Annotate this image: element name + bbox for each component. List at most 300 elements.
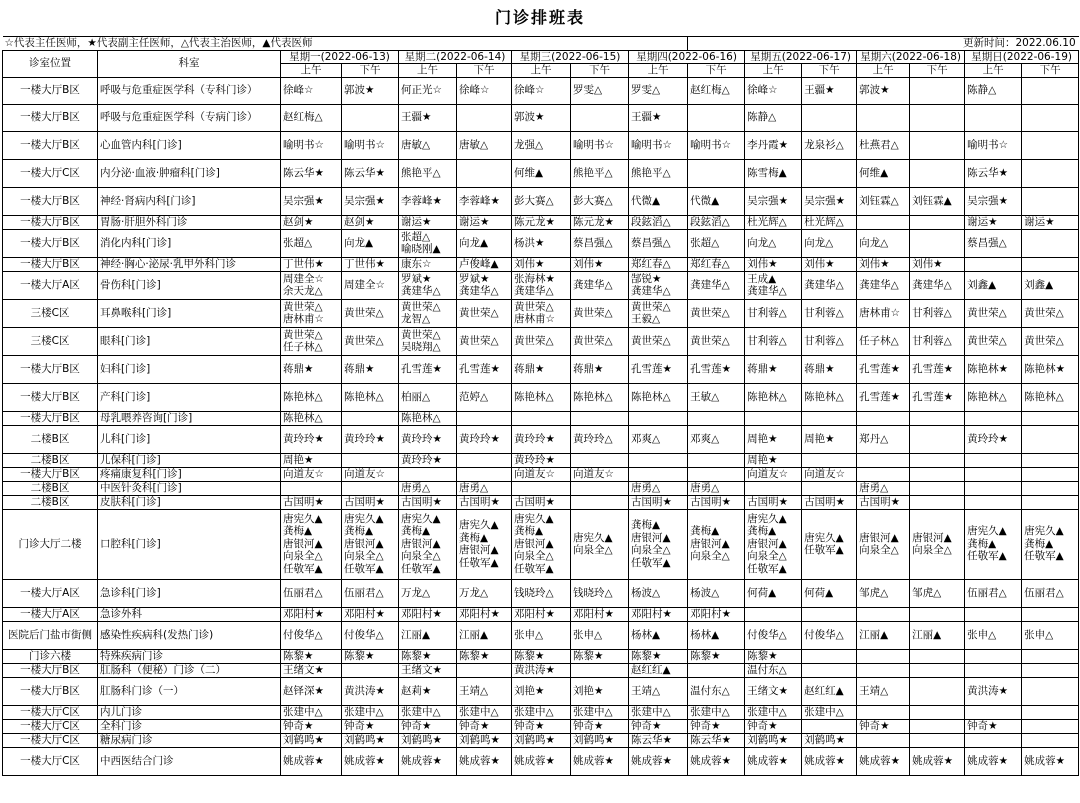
doctor-name: 唐林甫☆ [859,306,901,319]
doctor-name: 甘利蓉△ [804,306,844,319]
doctor-name: 喻明书☆ [967,138,1009,151]
doctor-name: 甘利蓉△ [747,334,787,347]
header-afternoon: 下午 [802,64,857,78]
doctor-cell [342,607,399,621]
doctor-cell [857,607,910,621]
doctor-cell [629,733,688,747]
doctor-cell [965,104,1022,131]
doctor-name: 向道友☆ [283,467,324,480]
doctor-cell [1022,621,1079,649]
doctor-name: 唐勇△ [401,481,431,494]
doctor-cell [281,509,342,579]
doctor-name: 黄世荣△ [631,334,671,347]
doctor-name: 唐宪久▲ [804,531,844,544]
doctor-name: 邓阳村★ [344,607,385,620]
doctor-name: 唐银河▲ [344,537,384,550]
doctor-name: 孔雪莲★ [690,362,732,375]
doctor-cell [802,257,857,271]
doctor-name: 刘鑫▲ [967,278,997,291]
doctor-cell [629,229,688,257]
doctor-cell [399,467,457,481]
doctor-name: 钟奇★ [967,719,998,732]
doctor-name: 徐峰☆ [459,84,490,97]
doctor-cell [965,159,1022,187]
doctor-cell [281,257,342,271]
doctor-cell [857,257,910,271]
doctor-cell [629,299,688,327]
doctor-cell [688,271,745,299]
doctor-cell [629,677,688,705]
doctor-name: 黄玲玲★ [514,432,555,445]
doctor-cell [281,383,342,411]
doctor-name: 代微▲ [690,194,720,207]
doctor-cell [1022,579,1079,607]
doctor-cell [512,229,571,257]
doctor-cell [745,271,802,299]
doctor-cell [512,579,571,607]
doctor-cell [965,663,1022,677]
doctor-cell [802,481,857,495]
doctor-name: 向泉全△ [401,550,441,563]
doctor-cell [745,733,802,747]
doctor-cell [399,425,457,453]
doctor-name: 郑红春△ [690,257,730,270]
doctor-cell [342,747,399,775]
doctor-name: 王成▲ [747,272,777,285]
doctor-name: 任敬军▲ [344,562,384,575]
doctor-cell [745,495,802,509]
doctor-cell [457,215,512,229]
doctor-cell [571,509,629,579]
doctor-cell [802,131,857,159]
doctor-cell [342,453,399,467]
doctor-name: 赵红梅△ [690,84,730,97]
doctor-name: 丁世伟★ [344,257,385,270]
doctor-cell [802,649,857,663]
doctor-cell [342,425,399,453]
department: 急诊科[门诊] [98,579,281,607]
doctor-name: 黄世荣△ [690,334,730,347]
doctor-cell [802,327,857,355]
doctor-name: 甘利蓉△ [912,306,952,319]
table-row [3,495,1079,509]
doctor-name: 黄世荣△ [1024,334,1064,347]
doctor-cell [512,215,571,229]
doctor-cell [1022,425,1079,453]
doctor-name: 龚建华△ [912,278,952,291]
doctor-name: 向泉全△ [631,544,671,556]
doctor-name: 古国明★ [459,495,500,508]
doctor-cell [745,77,802,104]
doctor-name: 唐宪久▲ [283,512,323,525]
doctor-name: 向泉全△ [859,544,899,556]
doctor-name: 龚建华△ [459,285,499,297]
doctor-name: 唐宪久▲ [514,512,554,525]
doctor-name: 王靖△ [631,684,661,697]
doctor-cell [571,271,629,299]
doctor-cell [629,747,688,775]
doctor-cell [965,677,1022,705]
doctor-cell [399,495,457,509]
doctor-name: 唐宪久▲ [459,519,499,531]
doctor-name: 甘利蓉△ [912,334,952,347]
room-location: 一楼大厅B区 [3,77,98,104]
doctor-name: 伍丽君△ [967,586,1007,599]
doctor-cell [910,719,965,733]
doctor-cell [1022,411,1079,425]
doctor-cell [457,77,512,104]
doctor-name: 唐银河▲ [631,531,671,544]
doctor-cell [688,509,745,579]
doctor-name: 龙强△ [514,138,544,151]
doctor-name: 龚梅▲ [747,525,777,538]
doctor-cell [281,104,342,131]
doctor-cell [1022,453,1079,467]
doctor-cell [857,271,910,299]
doctor-name: 王疆★ [631,111,662,124]
doctor-name: 陈艳林△ [283,390,323,403]
doctor-cell [457,131,512,159]
doctor-name: 唐银河▲ [514,537,554,550]
doctor-cell [399,453,457,467]
doctor-name: 刘鹤鸣★ [401,733,442,746]
doctor-cell [857,467,910,481]
doctor-cell [281,481,342,495]
doctor-cell [342,104,399,131]
doctor-cell [281,579,342,607]
table-row [3,719,1079,733]
doctor-cell [857,187,910,215]
header-day: 星期六(2022-06-18) [857,50,965,64]
doctor-cell [1022,677,1079,705]
doctor-name: 万龙△ [401,586,431,599]
doctor-name: 黄洪涛★ [967,684,1009,697]
doctor-cell [965,509,1022,579]
doctor-name: 陈黎★ [631,649,662,662]
doctor-name: 龚建华△ [859,278,899,291]
doctor-cell [399,77,457,104]
doctor-name: 唐银河▲ [459,544,499,556]
doctor-name: 龚建华△ [514,285,554,297]
header-morning: 上午 [399,64,457,78]
doctor-name: 喻明书☆ [690,138,732,151]
doctor-cell [571,229,629,257]
doctor-name: 张海林★ [514,272,555,285]
doctor-name: 刘鹤鸣★ [804,733,846,746]
doctor-name: 唐宪久▲ [967,525,1007,538]
doctor-name: 陈黎★ [747,649,778,662]
doctor-cell [342,579,399,607]
doctor-name: 陈元龙★ [514,215,555,228]
header-department: 科室 [98,50,281,77]
doctor-cell [745,663,802,677]
doctor-cell [688,187,745,215]
doctor-cell [512,453,571,467]
doctor-cell [399,649,457,663]
doctor-cell [965,481,1022,495]
doctor-name: 姚成蓉★ [1024,754,1066,767]
doctor-cell [1022,327,1079,355]
doctor-cell [688,607,745,621]
doctor-name: 罗斌★ [401,272,432,285]
doctor-name: 熊艳平△ [573,166,613,179]
doctor-cell [342,495,399,509]
doctor-cell [281,621,342,649]
doctor-cell [745,383,802,411]
doctor-cell [571,327,629,355]
doctor-name: 张建中△ [344,705,384,718]
doctor-cell [1022,495,1079,509]
department: 全科门诊 [98,719,281,733]
table-row [3,383,1079,411]
table-row [3,649,1079,663]
doctor-cell [1022,509,1079,579]
doctor-name: 邓爽△ [631,432,661,445]
doctor-cell [1022,187,1079,215]
doctor-name: 杜燕君△ [859,138,899,151]
doctor-name: 唐敏△ [401,138,431,151]
doctor-name: 唐林甫☆ [283,313,324,325]
doctor-cell [857,733,910,747]
table-row [3,215,1079,229]
doctor-name: 何维▲ [514,166,544,179]
doctor-cell [965,747,1022,775]
doctor-cell [571,77,629,104]
doctor-name: 向泉全△ [344,550,384,563]
doctor-name: 唐宪久▲ [573,531,613,544]
doctor-name: 陈黎★ [283,649,314,662]
doctor-cell [688,257,745,271]
doctor-name: 杨波△ [690,586,720,599]
doctor-name: 黄世荣△ [573,306,613,319]
department: 心血管内科[门诊] [98,131,281,159]
header-morning: 上午 [629,64,688,78]
doctor-cell [688,131,745,159]
doctor-name: 刘鹤鸣★ [283,733,324,746]
doctor-cell [399,411,457,425]
doctor-name: 邓阳村★ [401,607,442,620]
doctor-name: 唐银河▲ [690,537,730,550]
doctor-name: 万龙△ [459,586,489,599]
doctor-name: 邹虎△ [912,586,942,599]
doctor-name: 余天龙△ [283,285,323,297]
doctor-cell [571,425,629,453]
doctor-name: 钱晓玲△ [573,586,613,599]
doctor-name: 赵红红▲ [631,663,671,676]
doctor-name: 何维▲ [859,166,889,179]
header-afternoon: 下午 [910,64,965,78]
doctor-cell [629,215,688,229]
doctor-cell [399,355,457,383]
doctor-name: 郭波★ [514,111,545,124]
doctor-name: 孔雪莲★ [912,362,954,375]
table-row [3,509,1079,579]
doctor-name: 张超△ [283,236,313,249]
doctor-cell [910,705,965,719]
doctor-cell [910,131,965,159]
doctor-cell [342,411,399,425]
room-location: 二楼B区 [3,495,98,509]
doctor-cell [745,425,802,453]
doctor-name: 甘利蓉△ [804,334,844,347]
doctor-cell [745,411,802,425]
schedule-table [2,36,1079,776]
room-location: 一楼大厅B区 [3,355,98,383]
doctor-name: 黄世荣△ [283,300,323,313]
doctor-name: 陈黎★ [459,649,490,662]
doctor-cell [910,215,965,229]
header-day: 星期四(2022-06-16) [629,50,745,64]
doctor-cell [965,495,1022,509]
doctor-name: 王敏△ [690,390,720,403]
doctor-name: 张超△ [401,230,431,243]
doctor-name: 古国明★ [283,495,324,508]
doctor-name: 任敬军▲ [1024,550,1064,563]
header-afternoon: 下午 [688,64,745,78]
doctor-name: 姚成蓉★ [573,754,614,767]
doctor-cell [1022,383,1079,411]
doctor-name: 刘鹤鸣★ [573,733,614,746]
doctor-cell [457,733,512,747]
doctor-name: 向泉全△ [747,550,787,563]
doctor-cell [571,215,629,229]
doctor-name: 黄世荣△ [514,300,554,313]
doctor-name: 郑丹△ [859,432,889,445]
doctor-name: 罗斌★ [459,272,490,285]
department: 儿科[门诊] [98,425,281,453]
doctor-cell [1022,467,1079,481]
doctor-cell [629,383,688,411]
table-row [3,131,1079,159]
doctor-name: 刘艳★ [573,684,604,697]
room-location: 一楼大厅C区 [3,747,98,775]
doctor-name: 刘伟★ [514,257,545,270]
doctor-name: 郜锐★ [631,272,662,285]
doctor-cell [802,467,857,481]
doctor-cell [629,159,688,187]
doctor-cell [1022,215,1079,229]
doctor-cell [512,77,571,104]
doctor-cell [965,733,1022,747]
doctor-cell [457,257,512,271]
doctor-name: 姚成蓉★ [747,754,789,767]
doctor-cell [688,621,745,649]
room-location: 一楼大厅C区 [3,719,98,733]
doctor-cell [745,467,802,481]
doctor-cell [571,607,629,621]
doctor-cell [802,677,857,705]
doctor-cell [745,747,802,775]
doctor-name: 丁世伟★ [283,257,324,270]
department: 耳鼻喉科[门诊] [98,299,281,327]
doctor-cell [910,747,965,775]
doctor-cell [342,621,399,649]
doctor-name: 孔雪莲★ [401,362,442,375]
doctor-cell [1022,77,1079,104]
doctor-cell [571,159,629,187]
department: 内分泌·血液·肿瘤科[门诊] [98,159,281,187]
doctor-cell [745,719,802,733]
doctor-cell [802,271,857,299]
doctor-name: 何正光☆ [401,84,442,97]
doctor-name: 向龙△ [747,236,777,249]
doctor-name: 陈云华★ [283,166,324,179]
doctor-name: 张建中△ [459,705,499,718]
doctor-cell [688,215,745,229]
doctor-name: 刘钰霖△ [859,194,899,207]
doctor-cell [399,677,457,705]
doctor-cell [457,411,512,425]
doctor-cell [745,257,802,271]
doctor-name: 谢运★ [401,215,432,228]
table-row [3,705,1079,719]
doctor-cell [512,509,571,579]
doctor-cell [281,747,342,775]
doctor-name: 徐峰☆ [747,84,778,97]
doctor-cell [688,229,745,257]
doctor-cell [629,579,688,607]
doctor-cell [629,621,688,649]
doctor-name: 陈艳林△ [514,390,554,403]
doctor-cell [571,747,629,775]
doctor-name: 刘伟★ [747,257,778,270]
doctor-name: 黄洪涛★ [344,684,385,697]
doctor-cell [571,411,629,425]
doctor-cell [965,411,1022,425]
doctor-name: 陈云华★ [631,733,672,746]
doctor-name: 黄世荣△ [631,300,671,313]
doctor-name: 罗雯△ [573,84,603,97]
doctor-cell [512,747,571,775]
doctor-cell [512,327,571,355]
doctor-cell [571,299,629,327]
doctor-name: 蒋鼎★ [283,362,314,375]
doctor-name: 黄洪涛★ [514,663,555,676]
doctor-cell [802,355,857,383]
doctor-name: 黄世荣△ [344,334,384,347]
doctor-name: 付俊华△ [344,628,384,641]
doctor-cell [281,719,342,733]
department: 内儿门诊 [98,705,281,719]
department: 疼痛康复科[门诊] [98,467,281,481]
doctor-cell [857,621,910,649]
doctor-name: 段鉉滔△ [631,215,671,228]
doctor-name: 唐林甫☆ [514,313,555,325]
doctor-cell [745,649,802,663]
doctor-name: 向龙△ [804,236,834,249]
doctor-cell [802,663,857,677]
doctor-cell [512,131,571,159]
header-morning: 上午 [857,64,910,78]
doctor-name: 伍丽君△ [1024,586,1064,599]
doctor-name: 蒋鼎★ [514,362,545,375]
doctor-cell [745,327,802,355]
doctor-cell [745,187,802,215]
doctor-name: 龚梅▲ [459,531,489,544]
doctor-name: 王靖△ [459,684,489,697]
doctor-cell [281,649,342,663]
department: 皮肤科[门诊] [98,495,281,509]
doctor-name: 江丽▲ [459,628,489,641]
doctor-cell [910,77,965,104]
doctor-name: 蒋鼎★ [747,362,778,375]
doctor-cell [512,257,571,271]
department: 儿保科[门诊] [98,453,281,467]
doctor-cell [802,77,857,104]
doctor-name: 向泉全△ [573,544,613,556]
doctor-cell [629,705,688,719]
doctor-name: 周建全☆ [283,272,324,285]
